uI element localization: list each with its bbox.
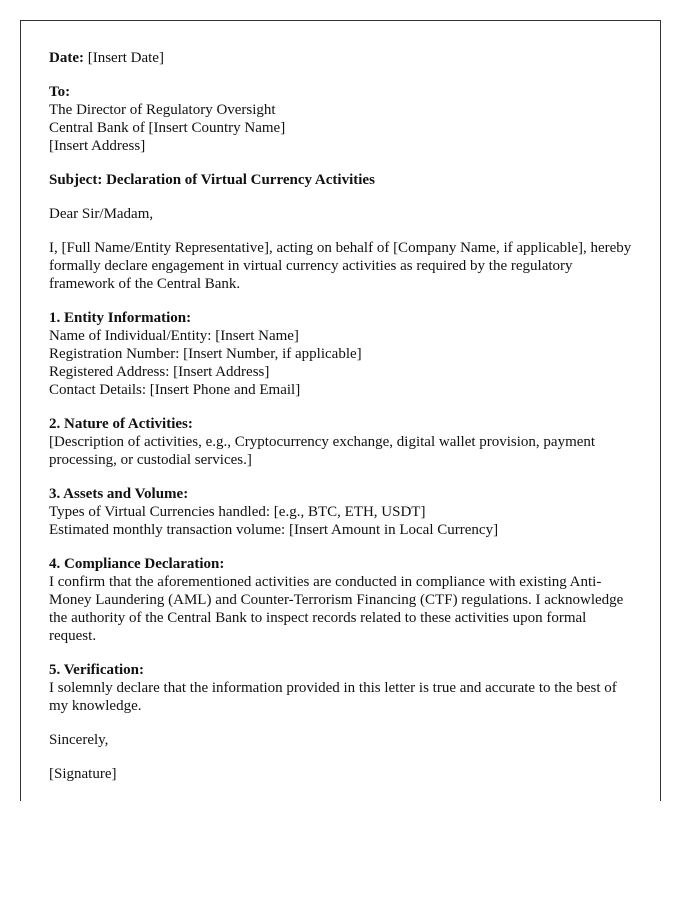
- section-heading: 4. Compliance Declaration:: [49, 556, 225, 572]
- recipient-line: The Director of Regulatory Oversight: [49, 102, 276, 118]
- section-line: I solemnly declare that the information provided in this letter is true and accurate to the best of my knowledge.: [49, 680, 617, 714]
- section-heading: 3. Assets and Volume:: [49, 486, 189, 502]
- intro-paragraph: I, [Full Name/Entity Representative], acting on behalf of [Company Name, if applicable], hereby formally declare engagement in virtual currency activities as required by the regulatory framework of the Central Bank.: [49, 240, 632, 292]
- recipient-line: Central Bank of [Insert Country Name]: [49, 120, 286, 136]
- date-line: [49, 49, 632, 67]
- recipient-line: [Insert Address]: [49, 138, 146, 154]
- section-verification: [49, 661, 632, 715]
- date-label: Date:: [49, 50, 84, 66]
- section-heading: 2. Nature of Activities:: [49, 416, 193, 432]
- section-line: Estimated monthly transaction volume: [Insert Amount in Local Currency]: [49, 522, 499, 538]
- closing: Sincerely,: [49, 732, 109, 748]
- section-line: Registration Number: [Insert Number, if applicable]: [49, 346, 362, 362]
- section-line: Contact Details: [Insert Phone and Email]: [49, 382, 301, 398]
- section-line: I confirm that the aforementioned activities are conducted in compliance with existing Anti-Money Laundering (AML) and Counter-Terrorism Financing (CTF) regulations. I acknowledge the authority of the Central Bank to inspect records related to these activities upon formal request.: [49, 574, 624, 644]
- salutation: Dear Sir/Madam,: [49, 206, 154, 222]
- section-compliance-declaration: [49, 555, 632, 645]
- recipient-block: [49, 83, 632, 155]
- date-value: [Insert Date]: [87, 50, 164, 66]
- section-heading: 1. Entity Information:: [49, 310, 192, 326]
- section-line: Name of Individual/Entity: [Insert Name]: [49, 328, 299, 344]
- section-nature-of-activities: [49, 415, 632, 469]
- section-entity-information: [49, 309, 632, 399]
- section-line: Registered Address: [Insert Address]: [49, 364, 270, 380]
- letter: [20, 20, 661, 801]
- section-line: [Description of activities, e.g., Cryptocurrency exchange, digital wallet provision, payment processing, or custodial services.]: [49, 434, 596, 468]
- recipient-label: To:: [49, 84, 71, 100]
- subject-line: Subject: Declaration of Virtual Currency Activities: [49, 172, 375, 188]
- section-assets-and-volume: [49, 485, 632, 539]
- section-line: Types of Virtual Currencies handled: [e.g., BTC, ETH, USDT]: [49, 504, 426, 520]
- signature-placeholder: [Signature]: [49, 766, 117, 782]
- section-heading: 5. Verification:: [49, 662, 144, 678]
